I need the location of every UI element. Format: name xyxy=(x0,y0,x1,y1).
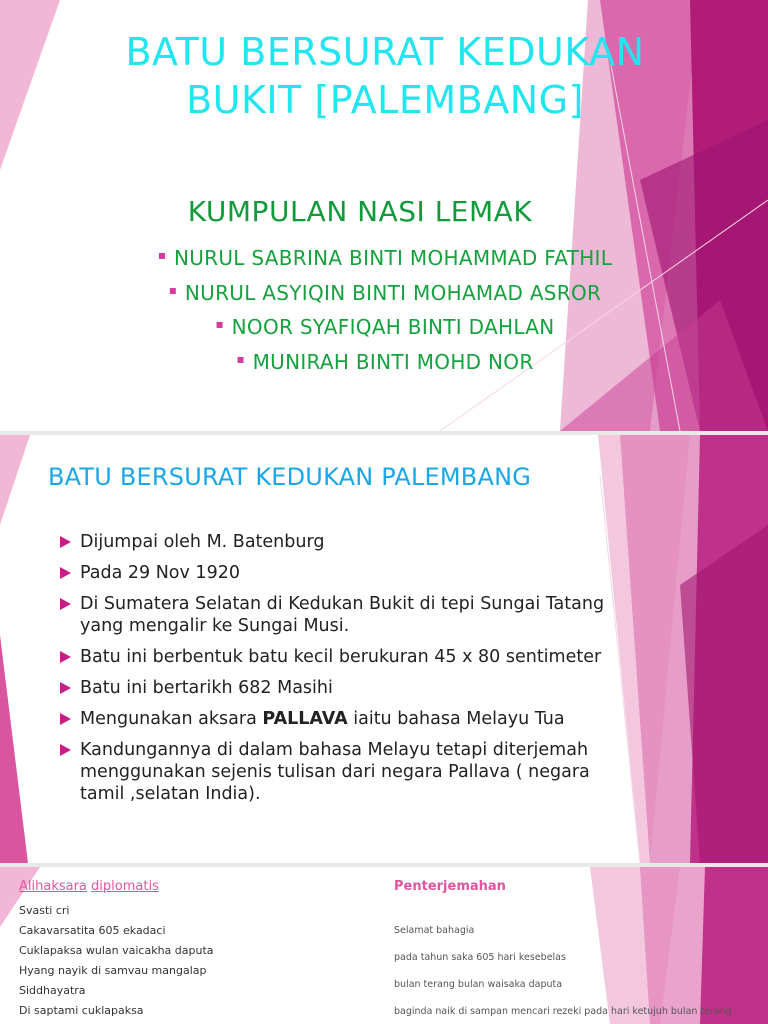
group-name: KUMPULAN NASI LEMAK xyxy=(187,195,533,228)
list-item: Cuklapaksa wulan vaicakha daputa xyxy=(19,944,214,957)
translation-heading: Penterjemahan xyxy=(394,879,506,894)
list-item: Svasti cri xyxy=(19,904,70,917)
fact-text: Mengunakan aksara xyxy=(80,709,263,729)
square-bullet-icon: ▪ xyxy=(157,248,166,262)
member-name: NOOR SYAFIQAH BINTI DAHLAN xyxy=(231,315,555,339)
heading-word: Alihaksara xyxy=(19,879,87,894)
slide-heading: BATU BERSURAT KEDUKAN PALEMBANG xyxy=(48,463,532,491)
list-item: Pada 29 Nov 1920 xyxy=(58,562,618,584)
slide-inscription xyxy=(0,867,768,1024)
translation-lines xyxy=(394,917,732,1024)
list-item: Hyang nayik di samvau mangalap xyxy=(19,964,207,977)
list-item: Di saptami cuklapaksa xyxy=(19,1004,144,1017)
fact-text: iaitu bahasa Melayu Tua xyxy=(347,709,565,729)
list-item: Dijumpai oleh M. Batenburg xyxy=(58,531,618,553)
transliteration-lines xyxy=(19,901,214,1021)
list-item: Batu ini berbentuk batu kecil berukuran 45 x 80 sentimeter xyxy=(58,646,618,668)
list-item: pada tahun saka 605 hari kesebelas xyxy=(394,952,566,963)
list-item xyxy=(58,708,618,730)
member-name: MUNIRAH BINTI MOHD NOR xyxy=(252,349,534,374)
list-item: baginda naik di sampan mencari rezeki pada hari ketujuh bulan terang xyxy=(394,1006,732,1017)
transliteration-heading xyxy=(19,878,159,896)
member-name: NURUL SABRINA BINTI MOHAMMAD FATHIL xyxy=(173,246,613,270)
fact-emphasis: PALLAVA xyxy=(262,709,348,729)
heading-word: diplomatis xyxy=(91,879,159,894)
list-item: Di Sumatera Selatan di Kedukan Bukit di tepi Sungai Tatang yang mengalir ke Sungai Musi. xyxy=(58,593,618,637)
title-line-1: BATU BERSURAT KEDUKAN xyxy=(125,30,645,74)
list-item: Batu ini bertarikh 682 Masihi xyxy=(58,677,618,699)
list-item xyxy=(110,275,660,310)
slide-title xyxy=(0,0,768,431)
list-item: Selamat bahagia xyxy=(394,925,475,936)
member-name: NURUL ASYIQIN BINTI MOHAMAD ASROR xyxy=(184,280,602,305)
title-line-2: BUKIT [PALEMBANG] xyxy=(186,78,584,122)
square-bullet-icon: ▪ xyxy=(236,351,245,366)
list-item: Cakavarsatita 605 ekadaci xyxy=(19,924,166,937)
list-item xyxy=(110,309,660,344)
list-item: Kandungannya di dalam bahasa Melayu tetapi diterjemah menggunakan sejenis tulisan dari negara Pallava ( negara tamil ,selatan India). xyxy=(58,739,618,805)
list-item: Siddhayatra xyxy=(19,984,86,997)
list-item: bulan terang bulan waisaka daputa xyxy=(394,979,563,990)
list-item xyxy=(110,240,660,275)
slide-title-heading xyxy=(60,28,710,124)
fact-list xyxy=(58,531,618,814)
list-item xyxy=(110,344,660,379)
member-list xyxy=(110,240,660,378)
square-bullet-icon: ▪ xyxy=(215,317,224,331)
square-bullet-icon: ▪ xyxy=(168,282,177,297)
slide-facts xyxy=(0,435,768,863)
